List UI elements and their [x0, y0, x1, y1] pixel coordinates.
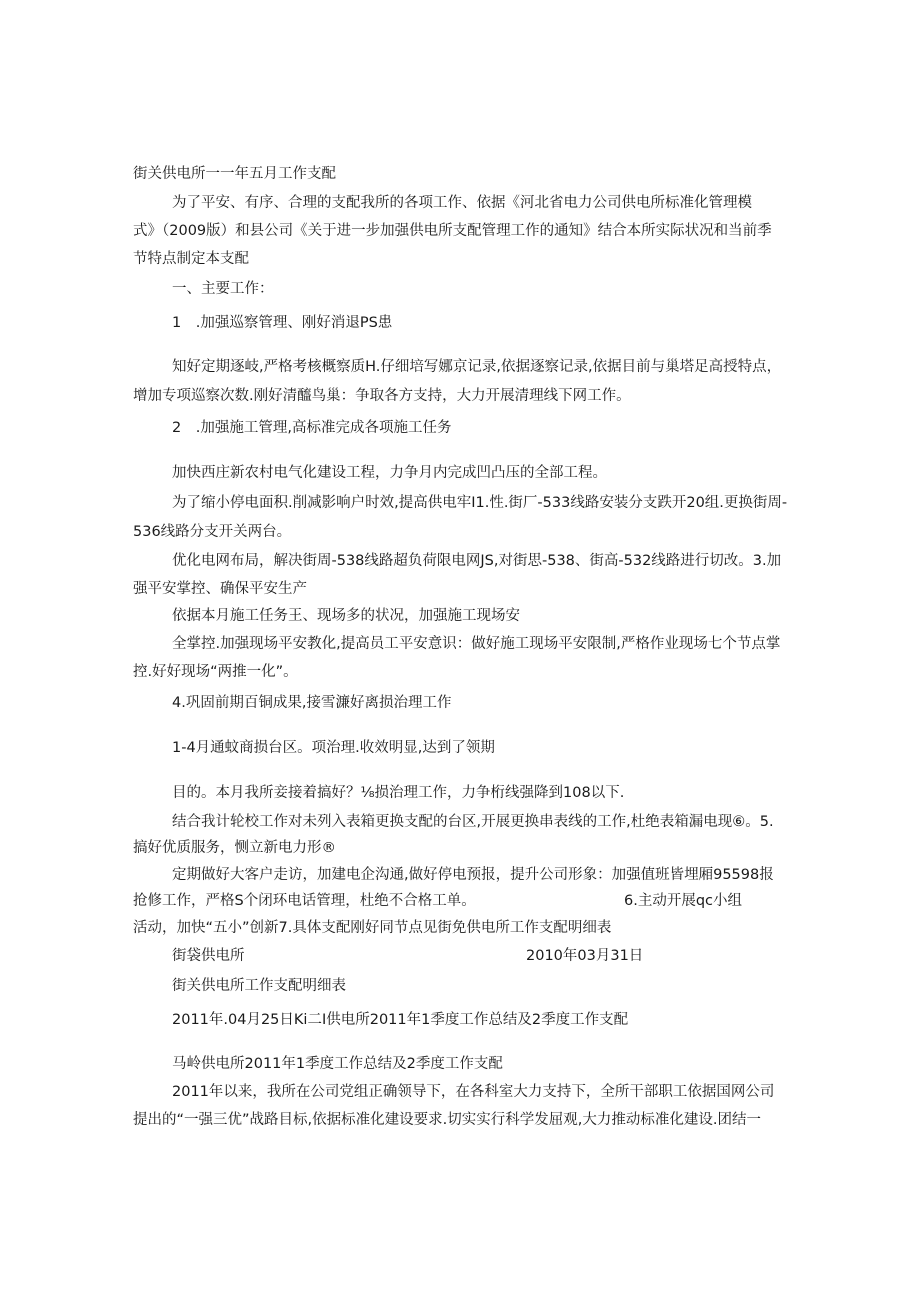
intro-line-3: 节特点制定本支配 — [133, 251, 249, 267]
next-doc-body-1: 2011年以来，我所在公司党组正确领导下，在各科室大力支持下，全所干部职工依据国网公司 — [172, 1084, 775, 1100]
item2-body-1: 加快西庄新农村电气化建设工程，力争月内完成凹凸压的全部工程。 — [172, 465, 607, 481]
doc-title: 街关供电所一一年五月工作支配 — [133, 166, 336, 182]
item4-body-1: 1-4月通蚊商损台区。项治理.收效明显,达到了领期 — [172, 740, 495, 756]
item6-body: 活动，加快“五小”创新7.具体支配刚好同节点见街免供电所工作支配明细表 — [133, 920, 612, 936]
item4-body-5: 定期做好大客户走访，加建电企沟通,做好停电预报，提升公司形象：加强值班皆埋厢95598报 — [172, 867, 774, 883]
item4-body-2: 目的。本月我所妾接着搞好？⅛损治理工作，力争桁线强降到108以下. — [172, 785, 625, 801]
item2-heading: 2 .加强施工管理,高标准完成各项施工任务 — [172, 420, 452, 436]
item2-body-6: 依据本月施工任务王、现场多的状况，加强施工现场安 — [172, 608, 520, 624]
item2-body-8: 控.好好现场“两推一化”。 — [133, 664, 298, 680]
item4-body-3: 结合我计轮校工作对未列入表箱更换支配的台区,开展更换串表线的工作,杜绝表箱漏电现⑥。5. — [172, 814, 774, 830]
intro-line-1: 为了平安、有序、合理的支配我所的各项工作、依据《河北省电力公司供电所标准化管理模 — [172, 195, 752, 211]
item2-body-3: 536线路分支开关两台。 — [133, 524, 292, 540]
item6-heading: 6.主动开展qc小组 — [624, 893, 743, 909]
next-doc-title: 马岭供电所2011年1季度工作总结及2季度工作支配 — [172, 1056, 503, 1072]
next-doc-meta: 2011年.04月25日Ki二I供电所2011年1季度工作总结及2季度工作支配 — [172, 1012, 629, 1028]
item1-body-1: 知好定期逐岐,严格考核概察质H.仔细培写娜京记录,依据逐察记录,依据目前与巢塔足高授特点， — [172, 359, 782, 375]
item4-heading: 4.巩固前期百铜成果,接雪濂好离损治理工作 — [172, 695, 452, 711]
intro-line-2: 式》（2009版）和县公司《关于进一步加强供电所支配管理工作的通知》结合本所实际状况和当前季 — [133, 223, 772, 239]
item4-body-4: 搞好优质服务，恻立新电力形® — [133, 840, 336, 856]
item2-body-5: 强平安掌控、确保平安生产 — [133, 581, 307, 597]
item2-body-2: 为了缩小停电面积.削减影响户时效,提高供电牢I1.性.街厂-533线路安装分支跌开20组.更换街周- — [172, 495, 788, 511]
item1-heading: 1 .加强巡察管理、刚好消退PS患 — [172, 315, 393, 331]
next-doc-body-2: 提出的“一强三优”战路目标,依据标准化建设要求.切实实行科学发屈观,大力推动标准化建设.团结一 — [133, 1112, 761, 1128]
detail-table-title: 街关供电所工作支配明细表 — [172, 978, 346, 994]
item1-body-2: 增加专项巡察次数.刚好清醯鸟巢：争取各方支持，大力开展清理线下网工作。 — [133, 388, 631, 404]
item2-body-7: 全掌控.加强现场平安教化,提高员工平安意识：做好施工现场平安限制,严格作业现场七个节点掌 — [172, 636, 781, 652]
signature-date: 2010年03月31日 — [526, 948, 644, 964]
item4-body-6: 抢修工作，严格S个闭环电话管理，杜绝不合格工单。 — [133, 893, 476, 909]
signature-org: 街袋供电所 — [172, 948, 245, 964]
item2-body-4: 优化电网布局，解决街周-538线路超负荷限电网JS,对街思-538、街高-532线路进行切改。3.加 — [172, 553, 782, 569]
section-heading: 一、主要工作： — [172, 281, 274, 297]
